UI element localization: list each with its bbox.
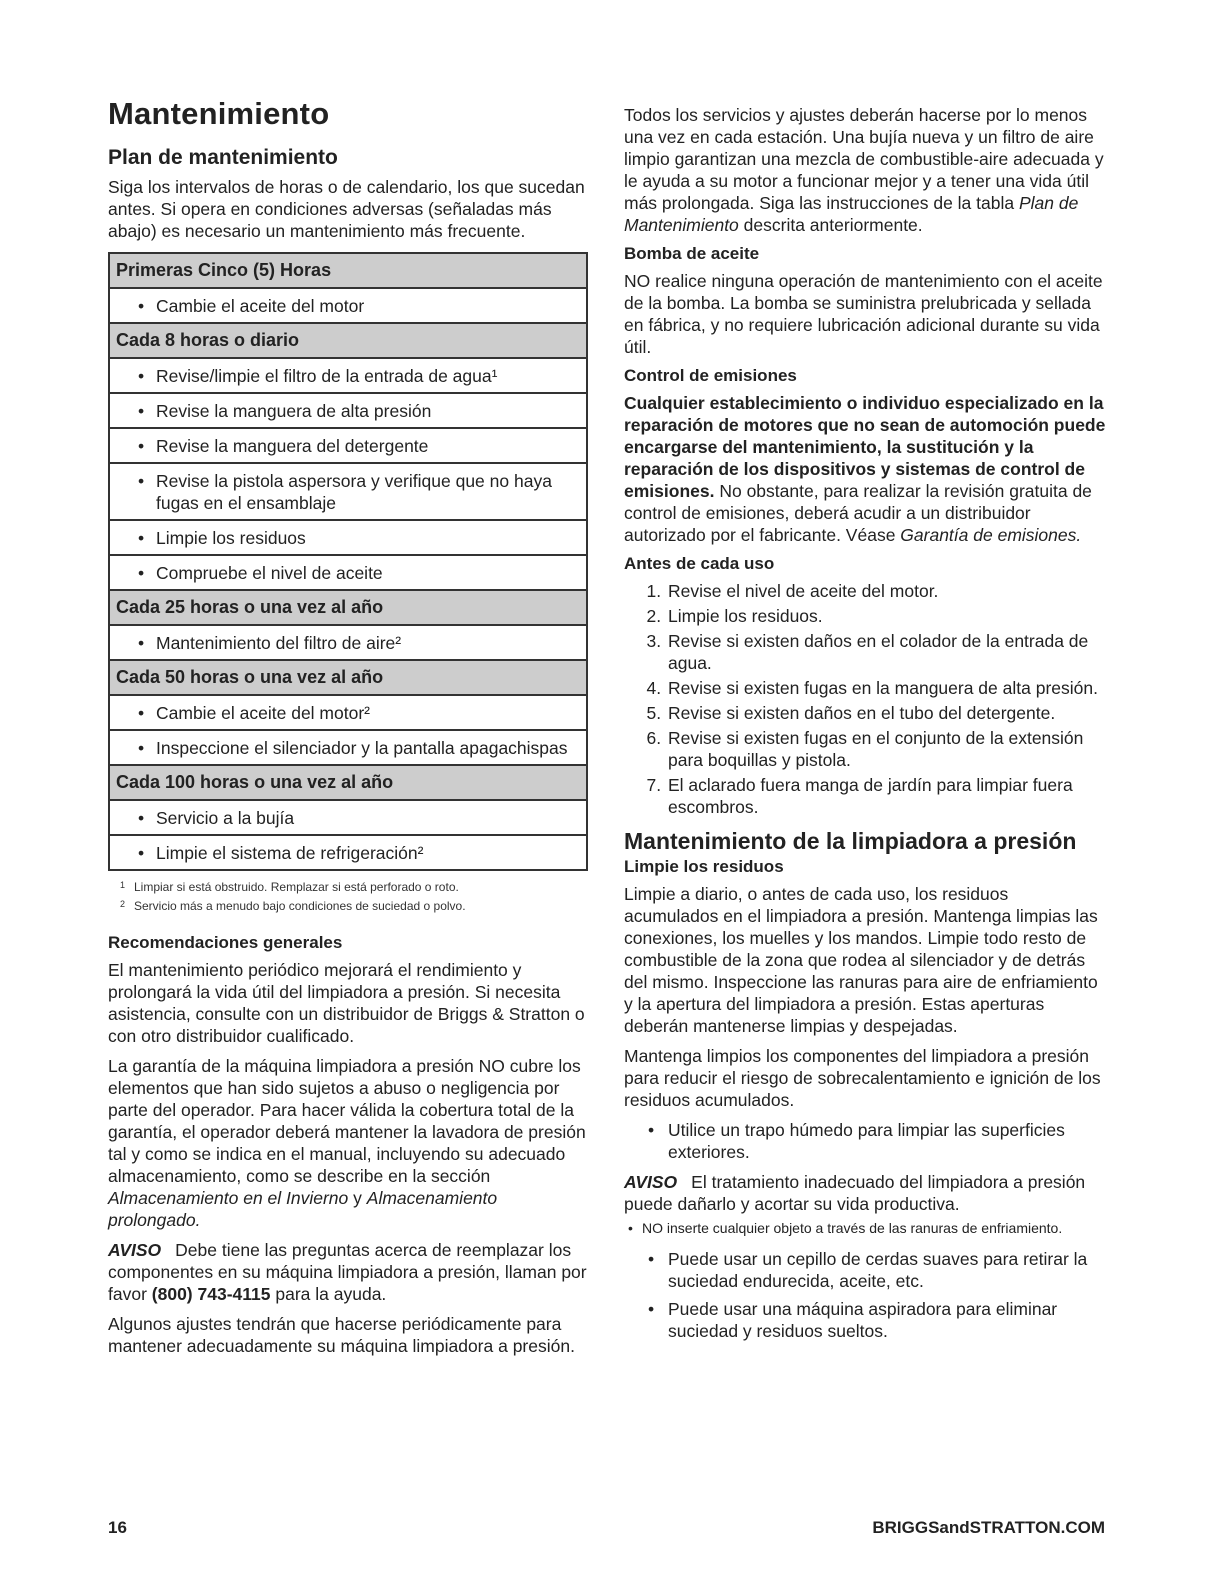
intro-tail: descrita anteriormente.: [743, 215, 923, 235]
schedule-header-5h: Primeras Cinco (5) Horas: [110, 254, 586, 289]
schedule-header-50h: Cada 50 horas o una vez al año: [110, 661, 586, 696]
aviso-text: El tratamiento inadecuado del limpiadora a presión puede dañarlo y acortar su vida productiva.: [624, 1172, 1086, 1214]
footnote-mark: 1: [120, 880, 126, 890]
emissions-paragraph: [624, 392, 1106, 546]
schedule-row: • Cambie el aceite del motor²: [110, 696, 586, 731]
schedule-row: • Mantenimiento del filtro de aire²: [110, 626, 586, 661]
long-storage-ref: Almacenamiento prolongado.: [108, 1188, 498, 1230]
aviso-tail: para la ayuda.: [275, 1284, 387, 1304]
aviso-text: Debe tiene las preguntas acerca de reemplazar los componentes en su máquina limpiadora a presión, llaman por favor: [108, 1240, 587, 1304]
website-footer: BRIGGSandSTRATTON.COM: [872, 1518, 1105, 1537]
list-item: 2. Limpie los residuos.: [666, 605, 1106, 627]
right-intro: [624, 104, 1106, 236]
aviso-paragraph: [108, 1239, 588, 1305]
pump-text: NO realice ninguna operación de mantenimiento con el aceite de la bomba. La bomba se suministra prelubricada y sellada en fábrica, y no requiere lubricación adicional durante su vida útil.: [624, 271, 1103, 357]
list-item: 1. Revise el nivel de aceite del motor.: [666, 580, 1106, 602]
emissions-heading: Control de emisiones: [624, 366, 797, 385]
general-paragraph-1: El mantenimiento periódico mejorará el rendimiento y prolongará la vida útil del limpiadora a presión. Si necesita asistencia, consulte con un distribuidor de Briggs & Stratton o con otro distribuidor cualificado.: [108, 960, 585, 1046]
schedule-row: • Cambie el aceite del motor: [110, 289, 586, 324]
list-item: 4. Revise si existen fugas en la manguera de alta presión.: [666, 677, 1106, 699]
before-use-list: [624, 580, 1106, 818]
right-column: [624, 104, 1106, 1350]
plan-ref: Plan de Mantenimiento: [624, 193, 1079, 235]
list-item: • Puede usar un cepillo de cerdas suaves para retirar la suciedad endurecida, aceite, etc.: [668, 1248, 1106, 1292]
list-item: 6. Revise si existen fugas en el conjunto de la extensión para boquillas y pistola.: [666, 727, 1106, 771]
list-item: 5. Revise si existen daños en el tubo del detergente.: [666, 702, 1106, 724]
schedule-row: • Limpie el sistema de refrigeración²: [110, 836, 586, 869]
maintenance-schedule-table: [108, 252, 588, 871]
page-number: 16: [108, 1518, 127, 1537]
list-item: • NO inserte cualquier objeto a través de las ranuras de enfriamiento.: [642, 1219, 1106, 1238]
schedule-row: • Revise la manguera del detergente: [110, 429, 586, 464]
plan-intro: Siga los intervalos de horas o de calendario, los que sucedan antes. Si opera en condiciones adversas (señaladas más abajo) es necesario un mantenimiento más frecuente.: [108, 177, 585, 241]
general-heading: Recomendaciones generales: [108, 933, 343, 952]
general-paragraph-3: Algunos ajustes tendrán que hacerse periódicamente para mantener adecuadamente su máquina limpiadora a presión.: [108, 1314, 575, 1356]
conjunction: y: [353, 1188, 362, 1208]
final-bullets: [624, 1248, 1106, 1342]
debris-paragraph-2: Mantenga limpios los componentes del limpiadora a presión para reducir el riesgo de sobrecalentamiento e ignición de los residuos acumulados.: [624, 1046, 1101, 1110]
footnote-text: Servicio más a menudo bajo condiciones de suciedad o polvo.: [134, 899, 466, 913]
schedule-row: • Limpie los residuos: [110, 521, 586, 556]
schedule-header-25h: Cada 25 horas o una vez al año: [110, 591, 586, 626]
schedule-header-8h: Cada 8 horas o diario: [110, 324, 586, 359]
general-paragraph-2: [108, 1055, 588, 1231]
aviso-label: AVISO: [108, 1240, 162, 1260]
list-item: 7. El aclarado fuera manga de jardín para limpiar fuera escombros.: [666, 774, 1106, 818]
schedule-row: • Revise la manguera de alta presión: [110, 394, 586, 429]
emissions-bold: Cualquier establecimiento o individuo especializado en la reparación de motores que no sean de automoción puede encargarse del mantenimiento, la sustitución y la reparación de los dispositivos y sistemas de control de emisiones.: [624, 393, 1106, 501]
emissions-warranty-ref: Garantía de emisiones.: [900, 525, 1082, 545]
general-p2-text: La garantía de la máquina limpiadora a presión NO cubre los elementos que han sido sujetos a abuso o negligencia por parte del operador. Para hacer válida la cobertura total de la garantía, el operador deberá mantener la lavadora de presión tal y como se indica en el manual, incluyendo su adecuado almacenamiento, como se describe en la sección: [108, 1056, 586, 1186]
debris-bullets: [624, 1119, 1106, 1163]
footnote-2: [120, 898, 588, 915]
footnote-mark: 2: [120, 899, 126, 909]
washer-maintenance-heading: Mantenimiento de la limpiadora a presión: [624, 828, 1077, 854]
list-item: • Puede usar una máquina aspiradora para eliminar suciedad y residuos sueltos.: [668, 1298, 1106, 1342]
schedule-row: • Compruebe el nivel de aceite: [110, 556, 586, 591]
debris-paragraph-1: Limpie a diario, o antes de cada uso, los residuos acumulados en el limpiadora a presión. Mantenga limpias las conexiones, los muelles y los mandos. Limpie todo resto de combustible de la zona que rodea al silenciador y de detrás del mismo. Inspeccione las ranuras para aire de enfriamiento y la apertura del limpiadora a presión. Estas aperturas deberán mantenerse limpias y despejadas.: [624, 884, 1098, 1036]
left-column: [108, 96, 588, 1365]
aviso-paragraph-right: [624, 1171, 1106, 1215]
list-item: • Utilice un trapo húmedo para limpiar las superficies exteriores.: [668, 1119, 1106, 1163]
schedule-row: • Inspeccione el silenciador y la pantalla apagachispas: [110, 731, 586, 766]
footnote-1: [120, 879, 588, 896]
winter-storage-ref: Almacenamiento en el Invierno: [108, 1188, 349, 1208]
footnote-text: Limpiar si está obstruido. Remplazar si está perforado o roto.: [134, 880, 459, 894]
debris-heading: Limpie los residuos: [624, 857, 784, 876]
pump-heading: Bomba de aceite: [624, 244, 760, 263]
list-item: 3. Revise si existen daños en el colador de la entrada de agua.: [666, 630, 1106, 674]
intro-text: Todos los servicios y ajustes deberán hacerse por lo menos una vez en cada estación. Una bujía nueva y un filtro de aire limpio garantizan una mezcla de combustible-aire adecuada y le ayuda a su motor a funcionar mejor y a tener una vida útil más prolongada. Siga las instrucciones de la tabla: [624, 105, 1104, 213]
page-title: Mantenimiento: [108, 96, 330, 131]
aviso-label: AVISO: [624, 1172, 678, 1192]
phone-number: (800) 743-4115: [151, 1284, 271, 1304]
schedule-row: • Revise/limpie el filtro de la entrada de agua¹: [110, 359, 586, 394]
schedule-row: • Servicio a la bujía: [110, 801, 586, 836]
plan-heading: Plan de mantenimiento: [108, 146, 338, 169]
schedule-row: • Revise la pistola aspersora y verifique que no haya fugas en el ensamblaje: [110, 464, 586, 521]
emissions-text: No obstante, para realizar la revisión gratuita de control de emisiones, deberá acudir a un distribuidor autorizado por el fabricante. Véase: [624, 481, 1092, 545]
small-bullets: [624, 1219, 1106, 1238]
before-use-heading: Antes de cada uso: [624, 554, 775, 573]
schedule-header-100h: Cada 100 horas o una vez al año: [110, 766, 586, 801]
